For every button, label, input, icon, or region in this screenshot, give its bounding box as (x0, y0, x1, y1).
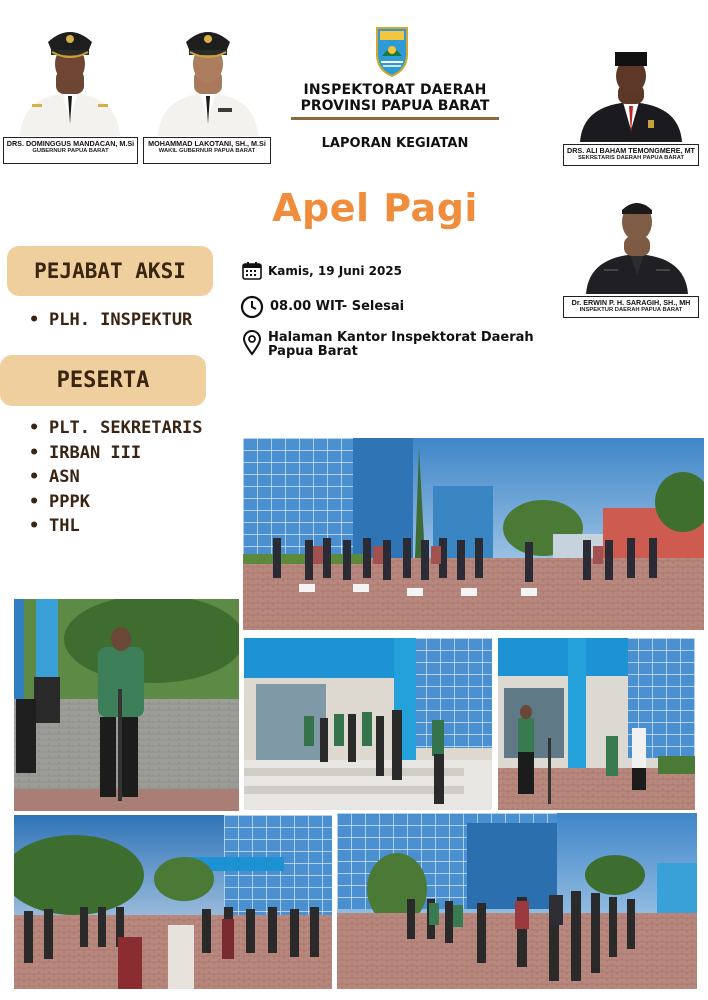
calendar-icon (242, 262, 262, 280)
governor-portrait (18, 12, 122, 136)
org-name-line1: INSPEKTORAT DAERAH (303, 82, 487, 98)
list-item: • PLT. SEKRETARIS (25, 416, 203, 441)
secretary-role: SEKRETARIS DAERAH PAPUA BARAT (577, 155, 685, 162)
photo-entrance-group (244, 638, 492, 810)
inspector-portrait (584, 186, 690, 294)
peserta-text: PESERTA (56, 368, 150, 393)
pejabat-aksi-list (25, 308, 192, 333)
secretary-caption (563, 144, 699, 166)
photo-participants-left (14, 815, 332, 989)
vice-governor-name: MOHAMMAD LAKOTANI, SH., M.Si (148, 139, 266, 148)
peserta-label (0, 355, 206, 406)
org-name-line2: PROVINSI PAPUA BARAT (300, 98, 490, 114)
list-item: • PLH. INSPEKTUR (25, 308, 192, 333)
event-date (242, 262, 402, 280)
province-logo (373, 24, 411, 78)
location-line1: Halaman Kantor Inspektorat Daerah (268, 330, 534, 345)
event-location (242, 330, 534, 360)
governor-role: GUBERNUR PAPUA BARAT (32, 148, 109, 155)
pejabat-aksi-label (7, 246, 213, 296)
list-item: • PPPK (25, 490, 203, 515)
location-line2: Papua Barat (268, 344, 358, 360)
header-divider (291, 117, 499, 120)
inspector-role: INSPEKTUR DAERAH PAPUA BARAT (579, 307, 683, 314)
inspector-name: Dr. ERWIN P. H. SARAGIH, SH., MH (571, 298, 691, 307)
photo-podium (498, 638, 695, 810)
governor-name: DRS. DOMINGGUS MANDACAN, M.Si (6, 139, 135, 148)
secretary-portrait (578, 30, 684, 142)
event-title: Apel Pagi (272, 186, 478, 230)
governor-caption (3, 137, 138, 164)
secretary-name: DRS. ALI BAHAM TEMONGMERE, MT (567, 146, 695, 155)
list-item: • THL (25, 514, 203, 539)
event-time-text: 08.00 WIT- Selesai (270, 299, 405, 314)
location-pin-icon (242, 330, 262, 356)
peserta-list (25, 416, 203, 539)
photo-courtyard-wide (243, 438, 704, 630)
list-item: • ASN (25, 465, 203, 490)
photo-participants-right (337, 813, 697, 989)
inspector-caption (563, 296, 699, 318)
list-item: • IRBAN III (25, 441, 203, 466)
event-date-text: Kamis, 19 Juni 2025 (268, 264, 403, 278)
event-location-text (268, 330, 534, 360)
clock-icon (240, 295, 264, 319)
vice-governor-role: WAKIL GUBERNUR PAPUA BARAT (158, 148, 256, 155)
report-label: LAPORAN KEGIATAN (321, 136, 469, 151)
event-time (240, 295, 404, 319)
photo-leader-speaking (14, 599, 239, 811)
pejabat-aksi-text: PEJABAT AKSI (34, 259, 186, 283)
vice-governor-caption (143, 137, 271, 164)
vice-governor-portrait (156, 12, 260, 136)
